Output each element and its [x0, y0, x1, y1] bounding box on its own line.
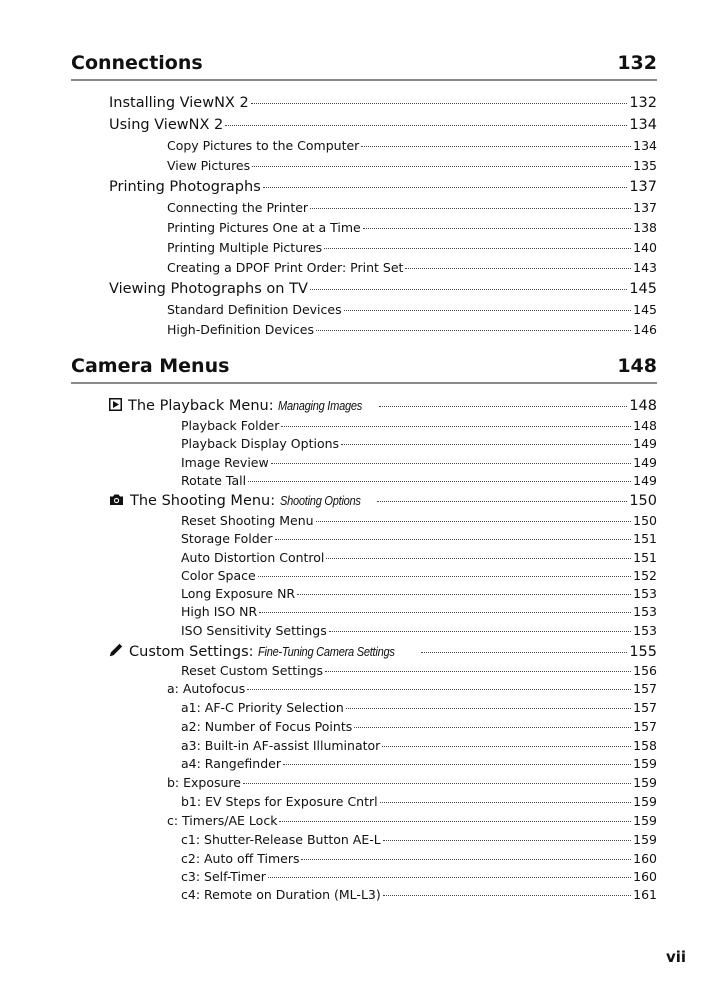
entry-title: High ISO NR: [181, 604, 258, 619]
toc-entry[interactable]: [181, 418, 657, 433]
toc-entry[interactable]: [181, 663, 657, 678]
entry-page: 151: [633, 550, 657, 565]
entry-page: 145: [633, 302, 657, 317]
entry-page: 159: [633, 794, 657, 809]
section-title: Connections: [71, 52, 203, 74]
toc-entry[interactable]: [167, 260, 657, 275]
entry-title: View Pictures: [167, 158, 251, 173]
leader-dots: [301, 859, 631, 860]
leader-dots: [275, 539, 632, 540]
leader-dots: [421, 652, 627, 653]
toc-entry[interactable]: [167, 158, 657, 173]
toc-entry[interactable]: [181, 851, 657, 866]
leader-dots: [361, 146, 631, 147]
toc-entry[interactable]: [181, 568, 657, 583]
entry-title: Custom Settings:: [129, 644, 254, 660]
toc-entry-playback-menu[interactable]: [109, 398, 657, 415]
toc-entry[interactable]: [181, 531, 657, 546]
entry-title: Connecting the Printer: [167, 200, 309, 215]
entry-title: c: Timers/AE Lock: [167, 813, 278, 828]
toc-entry[interactable]: [109, 179, 657, 195]
entry-page: 153: [633, 604, 657, 619]
toc-entry[interactable]: [181, 700, 657, 715]
entry-page: 155: [629, 644, 657, 660]
toc-entry[interactable]: [181, 719, 657, 734]
leader-dots: [281, 426, 631, 427]
entry-page: 150: [633, 513, 657, 528]
entry-page: 159: [633, 832, 657, 847]
entry-title: b: Exposure: [167, 775, 241, 790]
leader-dots: [382, 746, 631, 747]
leader-dots: [268, 877, 631, 878]
entry-page: 138: [633, 220, 657, 235]
toc-entry[interactable]: [181, 455, 657, 470]
leader-dots: [225, 125, 627, 126]
toc-entry[interactable]: [167, 681, 657, 696]
entry-page: 148: [633, 418, 657, 433]
pencil-icon: [109, 643, 123, 661]
toc-entry[interactable]: [167, 240, 657, 255]
leader-dots: [363, 228, 631, 229]
entry-title: a: Autofocus: [167, 681, 246, 696]
entry-title: Reset Shooting Menu: [181, 513, 314, 528]
toc-entry[interactable]: [167, 775, 657, 790]
entry-page: 156: [633, 663, 657, 678]
entry-title: Playback Display Options: [181, 436, 340, 451]
leader-dots: [354, 727, 631, 728]
entry-page: 149: [633, 436, 657, 451]
section-heading-camera-menus: [71, 355, 657, 377]
toc-entry[interactable]: [167, 200, 657, 215]
leader-dots: [380, 802, 632, 803]
leader-dots: [252, 166, 631, 167]
entry-title: a2: Number of Focus Points: [181, 719, 353, 734]
leader-dots: [283, 764, 631, 765]
leader-dots: [263, 187, 628, 188]
toc-entry[interactable]: [181, 756, 657, 771]
toc-entry[interactable]: [181, 869, 657, 884]
toc-entry[interactable]: [181, 473, 657, 488]
entry-title: High-Definition Devices: [167, 322, 315, 337]
toc-entry[interactable]: [181, 604, 657, 619]
leader-dots: [325, 671, 631, 672]
toc-entry[interactable]: [109, 117, 657, 133]
leader-dots: [341, 444, 631, 445]
section-rule: [71, 382, 657, 384]
entry-page: 149: [633, 455, 657, 470]
entry-page: 135: [633, 158, 657, 173]
entry-page: 160: [633, 869, 657, 884]
entry-title: Playback Folder: [181, 418, 280, 433]
entry-title: Color Space: [181, 568, 256, 583]
toc-entry[interactable]: [181, 887, 657, 902]
entry-title: Printing Pictures One at a Time: [167, 220, 361, 235]
entry-title: Image Review: [181, 455, 269, 470]
entry-page: 157: [633, 700, 657, 715]
leader-dots: [251, 103, 628, 104]
entry-page: 160: [633, 851, 657, 866]
toc-entry[interactable]: [181, 586, 657, 601]
toc-entry[interactable]: [181, 550, 657, 565]
entry-title: Storage Folder: [181, 531, 273, 546]
toc-entry[interactable]: [167, 138, 657, 153]
leader-dots: [258, 576, 631, 577]
entry-title: Copy Pictures to the Computer: [167, 138, 360, 153]
entry-page: 153: [633, 586, 657, 601]
leader-dots: [344, 310, 632, 311]
entry-title: Reset Custom Settings: [181, 663, 324, 678]
toc-entry[interactable]: [167, 813, 657, 828]
entry-title: Using ViewNX 2: [109, 117, 224, 133]
entry-title: b1: EV Steps for Exposure Cntrl: [181, 794, 378, 809]
entry-page: 158: [633, 738, 657, 753]
entry-page: 157: [633, 681, 657, 696]
leader-dots: [310, 208, 631, 209]
leader-dots: [405, 268, 631, 269]
entry-title: Printing Photographs: [109, 179, 261, 195]
entry-title: The Playback Menu:: [128, 398, 274, 414]
entry-page: 137: [633, 200, 657, 215]
leader-dots: [247, 689, 631, 690]
toc-entry[interactable]: [167, 302, 657, 317]
entry-title: Installing ViewNX 2: [109, 95, 249, 111]
page-number: vii: [665, 948, 686, 966]
toc-entry[interactable]: [167, 322, 657, 337]
leader-dots: [326, 558, 631, 559]
leader-dots: [316, 521, 632, 522]
toc-entry[interactable]: [181, 513, 657, 528]
entry-page: 132: [629, 95, 657, 111]
section-heading-connections: [71, 52, 657, 74]
entry-page: 152: [633, 568, 657, 583]
toc-entry[interactable]: [109, 281, 657, 297]
entry-page: 145: [629, 281, 657, 297]
leader-dots: [310, 289, 627, 290]
leader-dots: [243, 783, 631, 784]
entry-title: Viewing Photographs on TV: [109, 281, 308, 297]
entry-title: Auto Distortion Control: [181, 550, 325, 565]
leader-dots: [377, 501, 628, 502]
leader-dots: [383, 840, 631, 841]
toc-entry[interactable]: [181, 738, 657, 753]
entry-title: c2: Auto off Timers: [181, 851, 300, 866]
leader-dots: [324, 248, 631, 249]
entry-page: 159: [633, 756, 657, 771]
entry-page: 148: [629, 398, 657, 414]
entry-page: 134: [633, 138, 657, 153]
entry-subtitle: Shooting Options: [279, 493, 361, 508]
entry-title: ISO Sensitivity Settings: [181, 623, 327, 638]
leader-dots: [279, 821, 631, 822]
entry-page: 151: [633, 531, 657, 546]
entry-title: c3: Self-Timer: [181, 869, 266, 884]
leader-dots: [248, 481, 631, 482]
entry-title: Standard Definition Devices: [167, 302, 342, 317]
leader-dots: [271, 463, 631, 464]
entry-title: a4: Rangefinder: [181, 756, 281, 771]
leader-dots: [259, 612, 631, 613]
entry-page: 143: [633, 260, 657, 275]
section-rule: [71, 79, 657, 81]
toc-entry[interactable]: [181, 623, 657, 638]
entry-page: 157: [633, 719, 657, 734]
entry-title: Long Exposure NR: [181, 586, 296, 601]
section-page: 148: [617, 355, 657, 377]
entry-title: Creating a DPOF Print Order: Print Set: [167, 260, 404, 275]
entry-title: c4: Remote on Duration (ML-L3): [181, 887, 381, 902]
leader-dots: [383, 895, 631, 896]
playback-icon: [109, 398, 122, 415]
toc-entry[interactable]: [181, 794, 657, 809]
entry-page: 159: [633, 775, 657, 790]
leader-dots: [379, 406, 627, 407]
entry-page: 150: [629, 493, 657, 509]
toc-entry[interactable]: [109, 95, 657, 111]
leader-dots: [329, 631, 631, 632]
entry-page: 149: [633, 473, 657, 488]
camera-icon: [109, 493, 124, 510]
entry-page: 140: [633, 240, 657, 255]
toc-entry-shooting-menu[interactable]: [109, 493, 657, 510]
entry-title: a1: AF-C Priority Selection: [181, 700, 344, 715]
entry-title: c1: Shutter-Release Button AE-L: [181, 832, 381, 847]
entry-subtitle: Managing Images: [278, 398, 363, 413]
entry-page: 159: [633, 813, 657, 828]
toc-entry[interactable]: [181, 832, 657, 847]
entry-page: 134: [629, 117, 657, 133]
section-title: Camera Menus: [71, 355, 230, 377]
toc-entry[interactable]: [181, 436, 657, 451]
leader-dots: [316, 330, 631, 331]
leader-dots: [297, 594, 631, 595]
entry-subtitle: Fine-Tuning Camera Settings: [258, 644, 395, 659]
entry-title: a3: Built-in AF-assist Illuminator: [181, 738, 381, 753]
entry-page: 153: [633, 623, 657, 638]
toc-entry[interactable]: [167, 220, 657, 235]
entry-title: The Shooting Menu:: [130, 493, 276, 509]
section-page: 132: [617, 52, 657, 74]
entry-page: 161: [633, 887, 657, 902]
entry-page: 137: [629, 179, 657, 195]
leader-dots: [346, 708, 631, 709]
entry-title: Printing Multiple Pictures: [167, 240, 323, 255]
entry-page: 146: [633, 322, 657, 337]
entry-title: Rotate Tall: [181, 473, 247, 488]
toc-entry-custom-settings[interactable]: [109, 643, 657, 661]
